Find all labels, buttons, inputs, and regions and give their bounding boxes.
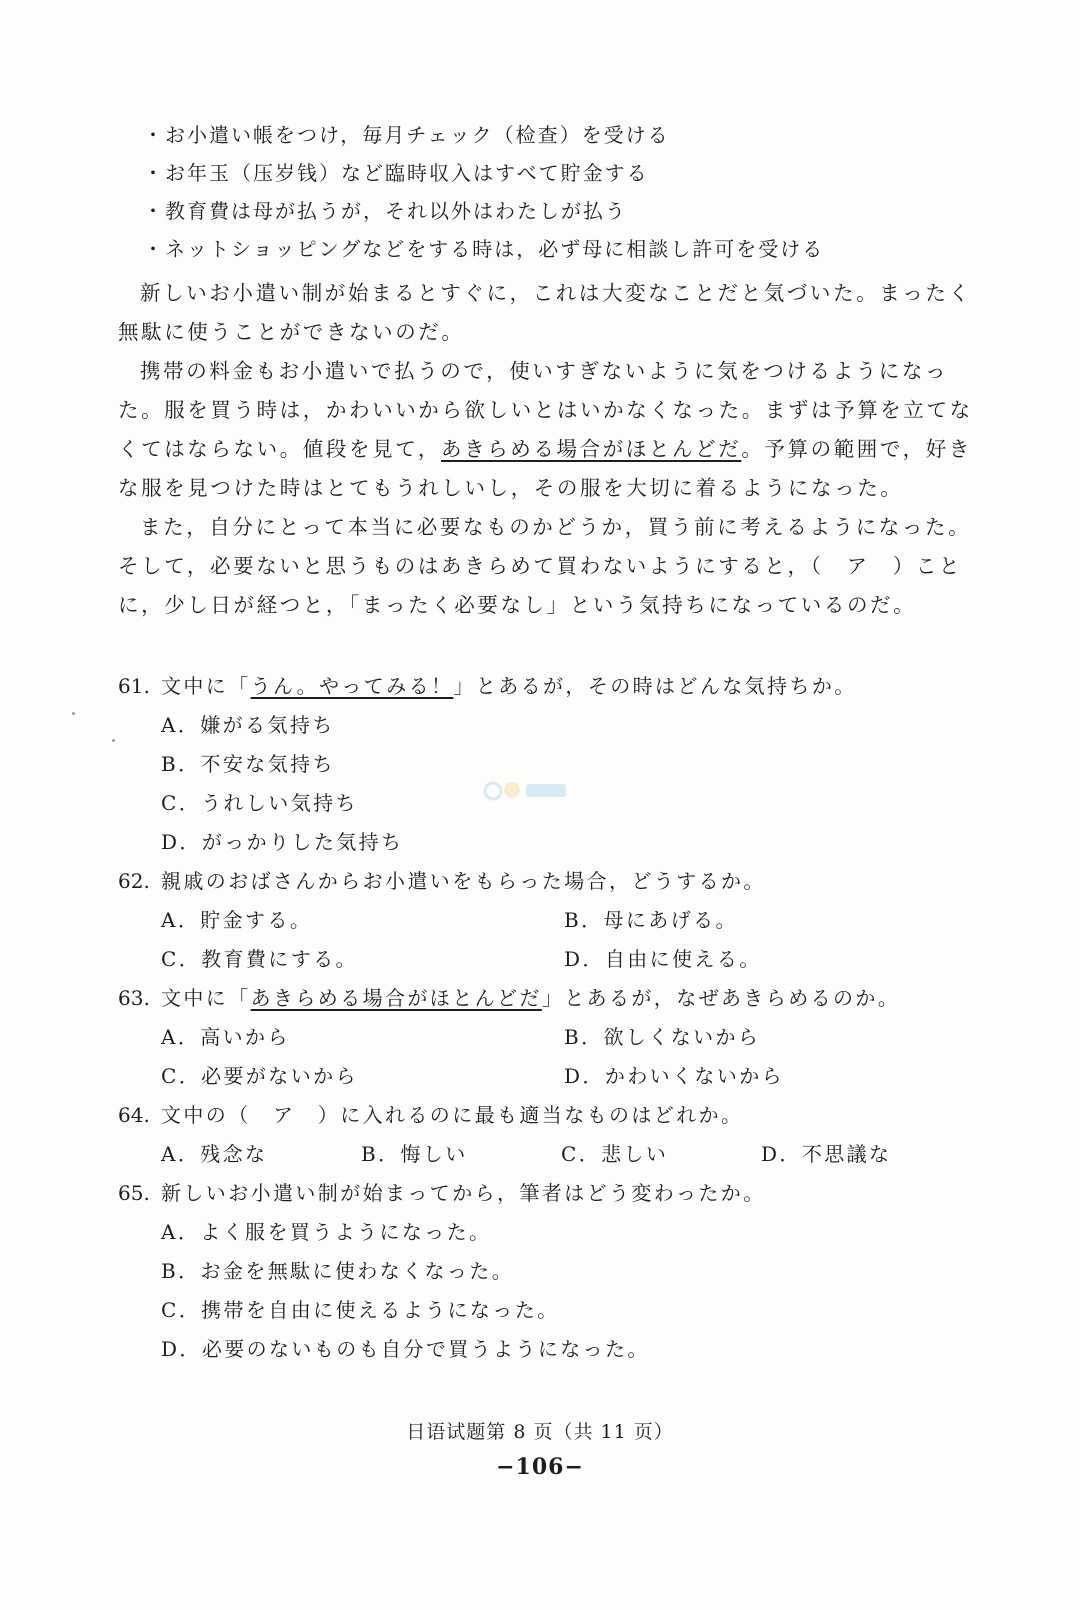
question-62 — [118, 862, 978, 979]
option-d[interactable]: D．必要のないものも自分で買うようになった。 — [161, 1337, 650, 1361]
paragraph-2-text-after: 。予算の範囲で，好きな服を見つけた時はとてもうれしいし，その服を大切に着るようになった。 — [118, 437, 972, 500]
option-a[interactable]: A．嫌がる気持ち — [161, 713, 335, 737]
options — [161, 901, 978, 979]
question-65 — [118, 1174, 978, 1369]
underlined-phrase: あきらめる場合がほとんどだ — [441, 437, 742, 461]
question-63 — [118, 979, 978, 1096]
question-stem — [118, 1174, 978, 1213]
options — [161, 1018, 978, 1096]
option-d[interactable]: D．不思議な — [761, 1142, 892, 1166]
page-caption: 日语试题第 8 页（共 11 页） — [406, 1421, 674, 1443]
stem-text: 文中の（ ア ）に入れるのに最も適当なものはどれか。 — [161, 1103, 744, 1127]
quoted-phrase: あきらめる場合がほとんどだ — [250, 986, 542, 1010]
page-footer — [0, 1416, 1080, 1486]
question-stem — [118, 979, 978, 1018]
question-stem — [118, 862, 978, 901]
paragraph-2 — [118, 352, 978, 508]
page-number: −106− — [496, 1454, 584, 1480]
question-number: 61. — [118, 674, 150, 698]
rule-item: ・教育費は母が払うが，それ以外はわたしが払う — [143, 199, 627, 223]
option-c[interactable]: C．悲しい — [561, 1142, 669, 1166]
question-stem — [118, 1096, 978, 1135]
option-c[interactable]: C．うれしい気持ち — [161, 791, 358, 815]
options — [161, 1135, 978, 1174]
option-b[interactable]: B．不安な気持ち — [161, 752, 335, 776]
stem-text: 」とあるが，なぜあきらめるのか。 — [541, 986, 901, 1010]
stem-text: 親戚のおばさんからお小遣いをもらった場合，どうするか。 — [161, 869, 766, 893]
option-c[interactable]: C．携帯を自由に使えるようになった。 — [161, 1298, 560, 1322]
paragraph-1: 新しいお小遣い制が始まるとすぐに，これは大変なことだと気づいた。まったく無駄に使うことができないのだ。 — [118, 281, 972, 344]
option-c[interactable]: C．必要がないから — [161, 1064, 358, 1088]
question-number: 63. — [118, 986, 150, 1010]
questions-section — [118, 667, 978, 1369]
option-d[interactable]: D．がっかりした気持ち — [161, 830, 404, 854]
stem-text: 文中に「 — [161, 986, 251, 1010]
question-64 — [118, 1096, 978, 1174]
question-number: 65. — [118, 1181, 150, 1205]
scan-speck — [72, 712, 75, 715]
question-61 — [118, 667, 978, 862]
option-a[interactable]: A．残念な — [161, 1142, 268, 1166]
stem-text: 」とあるが，その時はどんな気持ちか。 — [453, 674, 857, 698]
rule-item: ・ネットショッピングなどをする時は，必ず母に相談し許可を受ける — [143, 237, 825, 261]
reading-passage — [118, 274, 978, 625]
stem-text: 新しいお小遣い制が始まってから，筆者はどう変わったか。 — [161, 1181, 766, 1205]
stem-text: 文中に「 — [161, 674, 251, 698]
scan-speck — [112, 739, 115, 742]
option-d[interactable]: D．自由に使える。 — [564, 947, 762, 971]
option-a[interactable]: A．よく服を買うようになった。 — [161, 1220, 492, 1244]
options — [161, 1213, 978, 1369]
option-d[interactable]: D．かわいくないから — [564, 1064, 785, 1088]
option-b[interactable]: B．欲しくないから — [564, 1025, 761, 1049]
question-number: 64. — [118, 1103, 150, 1127]
question-number: 62. — [118, 869, 150, 893]
quoted-phrase: うん。やってみる！ — [250, 674, 454, 698]
option-b[interactable]: B．母にあげる。 — [564, 908, 738, 932]
option-b[interactable]: B．悔しい — [361, 1142, 468, 1166]
option-a[interactable]: A．高いから — [161, 1025, 290, 1049]
rule-item: ・お小遣い帳をつけ，毎月チェック（检查）を受ける — [143, 123, 670, 147]
allowance-rules-list — [0, 116, 1080, 268]
option-b[interactable]: B．お金を無駄に使わなくなった。 — [161, 1259, 515, 1283]
paragraph-2-text-before: 携帯の料金もお小遣いで払うので，使いすぎないように気をつけるようになった。服を買う時は，かわいいから欲しいとはいかなくなった。まずは予算を立てなくてはならない。値段を見て， — [118, 359, 973, 461]
option-c[interactable]: C．教育費にする。 — [161, 947, 358, 971]
option-a[interactable]: A．貯金する。 — [161, 908, 313, 932]
question-stem — [118, 667, 978, 706]
rule-item: ・お年玉（压岁钱）など臨時収入はすべて貯金する — [143, 161, 649, 185]
options — [161, 706, 978, 862]
paragraph-3: また，自分にとって本当に必要なものかどうか，買う前に考えるようになった。そして，必要ないと思うものはあきらめて買わないようにすると，（ ア ）ことに，少し日が経つと，「まったく必要なし」という気持ちになっているのだ。 — [118, 515, 972, 617]
